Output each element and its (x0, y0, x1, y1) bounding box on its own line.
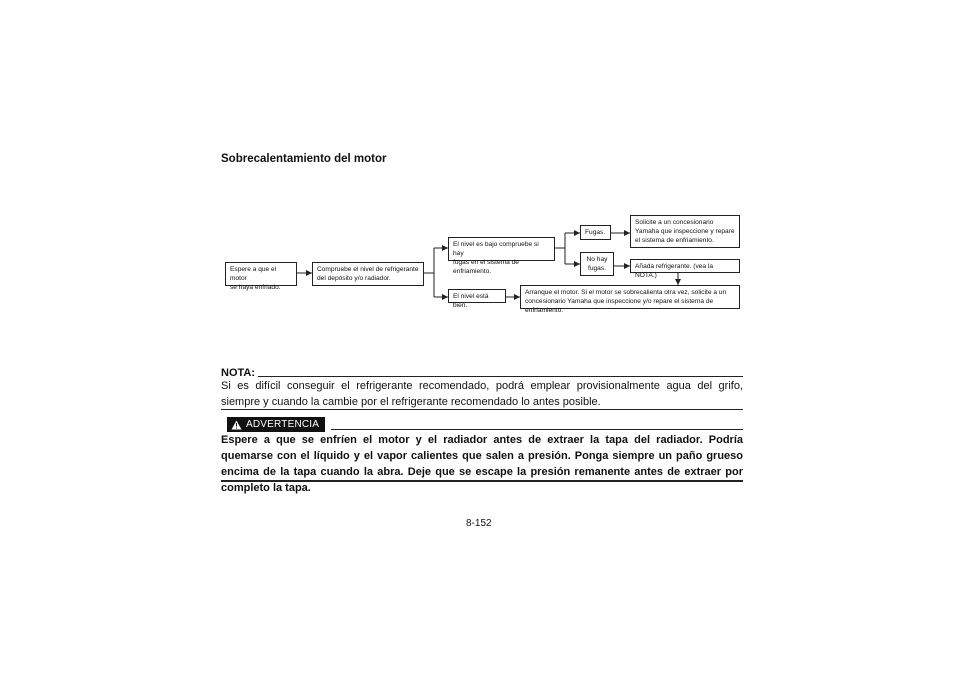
flow-box-level-low: El nivel es bajo compruebe si hay fugas en el sistema de enfriamiento. (448, 237, 555, 261)
flow-box-check-level: Compruebe el nivel de refrigerante del depósito y/o radiador. (312, 262, 424, 286)
nota-text: Si es difícil conseguir el refrigerante recomendado, podrá emplear provisionalmente agua del grifo, siempre y cuando la cambie por el refrigerante recomendado lo antes posible. (221, 380, 743, 408)
nota-label: NOTA: (221, 367, 256, 379)
flow-box-level-ok: El nivel está bien. (448, 289, 506, 303)
warning-divider (331, 429, 743, 430)
nota-divider (258, 376, 743, 377)
flow-box-add-coolant: Añada refrigerante. (vea la NOTA.) (630, 259, 740, 273)
flow-box-dealer-repair: Solicite a un concesionario Yamaha que inspeccione y repare el sistema de enfriamiento. (630, 215, 740, 248)
flow-box-restart-engine: Arranque el motor. Si el motor se sobrecalienta otra vez, solicite a un concesionario Yamaha que inspeccione y/o repare el sistema de enfriamiento. (520, 285, 740, 309)
warning-badge (227, 417, 325, 432)
warning-triangle-icon (231, 420, 242, 430)
flow-box-leaks: Fugas. (580, 225, 611, 240)
warning-bottom-rule (221, 480, 743, 482)
warning-label: ADVERTENCIA (246, 419, 320, 430)
flow-box-wait-cool: Espere a que el motor se haya enfriado. (225, 262, 297, 286)
page-number: 8-152 (466, 518, 492, 529)
section-divider (221, 409, 743, 410)
warning-header (221, 417, 743, 433)
flow-box-no-leaks: No hay fugas. (580, 252, 614, 276)
warning-text: Espere a que se enfríen el motor y el radiador antes de extraer la tapa del radiador. Podría quemarse con el líquido y el vapor calientes que salen a presión. Ponga siempre un paño grueso encima de la tapa cuando la abra. Deje que se escape la presión remanente antes de extraer por completo la tapa. (221, 434, 743, 494)
page-title: Sobrecalentamiento del motor (221, 153, 387, 165)
